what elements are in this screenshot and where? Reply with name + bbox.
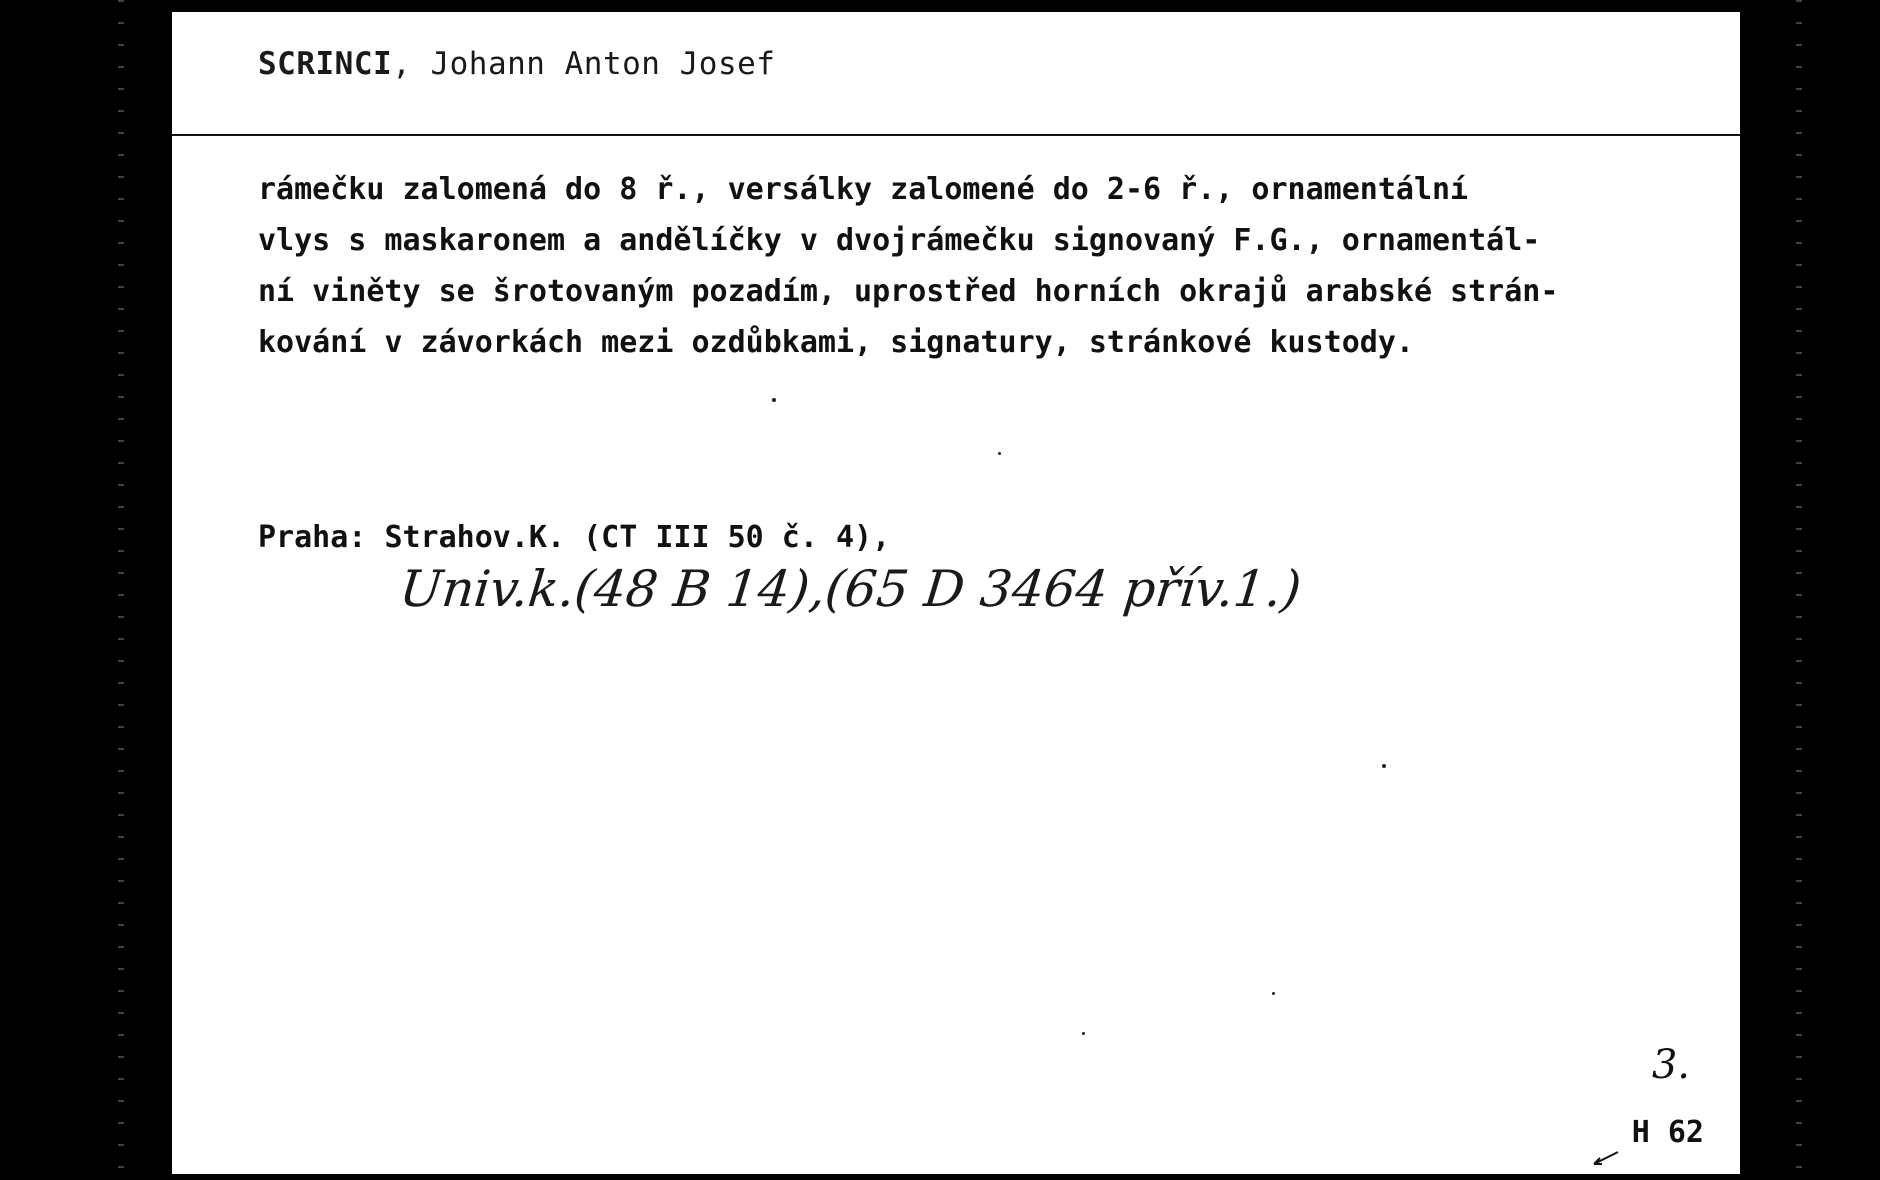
- card-sequence-number: 3.: [1651, 1042, 1690, 1088]
- ink-speck: [1272, 992, 1275, 995]
- header-divider: [172, 134, 1740, 136]
- location-city: Praha:: [258, 520, 367, 555]
- author-surname: SCRINCI: [258, 46, 393, 82]
- author-given-names: Johann Anton Josef: [430, 46, 776, 82]
- ink-speck: [1082, 1032, 1085, 1035]
- holding-location: [258, 520, 890, 555]
- film-edge-right: [1796, 0, 1802, 1180]
- heading-comma: ,: [392, 46, 431, 82]
- catalog-card: [172, 12, 1740, 1174]
- author-heading: [258, 46, 775, 82]
- handwritten-annotation: Univ.k.(48 B 14),(65 D 3464 přív.1.): [396, 560, 1304, 618]
- card-header: [172, 12, 1740, 134]
- location-holding: Strahov.K. (CT III 50 č. 4),: [384, 520, 891, 555]
- description-line: kování v závorkách mezi ozdůbkami, signatury, stránkové kustody.: [258, 325, 1414, 360]
- ink-speck: [998, 452, 1001, 455]
- description-block: [258, 164, 1678, 368]
- description-line: vlys s maskaronem a andělíčky v dvojrámečku signovaný F.G., ornamentál-: [258, 223, 1541, 258]
- film-edge-left: [118, 0, 124, 1180]
- description-line: rámečku zalomená do 8 ř., versálky zalomené do 2-6 ř., ornamentální: [258, 172, 1469, 207]
- arrow-icon: [1590, 1150, 1620, 1166]
- shelf-code: H 62: [1631, 1115, 1704, 1150]
- ink-speck: [772, 398, 776, 402]
- ink-speck: [1382, 764, 1386, 768]
- description-line: ní viněty se šrotovaným pozadím, uprostřed horních okrajů arabské strán-: [258, 274, 1559, 309]
